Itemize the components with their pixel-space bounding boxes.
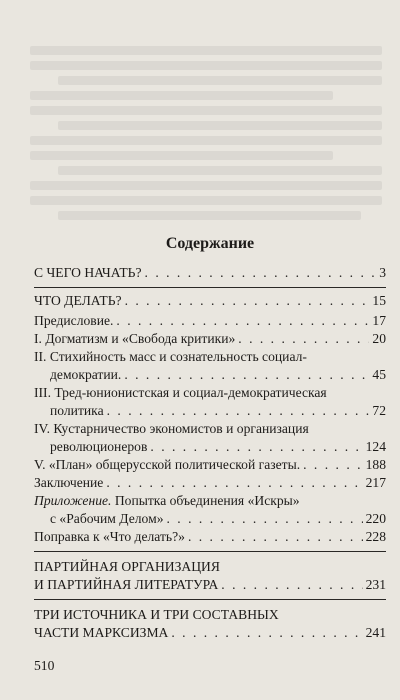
book-page [34, 0, 386, 700]
toc-entry: Заключение . . . 217 [34, 474, 386, 491]
toc-entry-first-line: IV. Кустарничество экономистов и организация [34, 421, 309, 436]
toc-entry: революционеров . . . 124 [34, 438, 386, 455]
toc-entry: С ЧЕГО НАЧАТЬ? . . . 3 [34, 264, 386, 281]
section-rule [34, 599, 386, 600]
toc-entry-first-line: Приложение. Попытка объединения «Искры» [34, 493, 300, 508]
toc-entry: ЧТО ДЕЛАТЬ? . . . 15 [34, 292, 386, 309]
toc-entry: с «Рабочим Делом» . . . 220 [34, 510, 386, 527]
toc-entry-first-line: ТРИ ИСТОЧНИКА И ТРИ СОСТАВНЫХ [34, 607, 279, 622]
page-number: 510 [34, 658, 55, 673]
toc-entry-first-line: ПАРТИЙНАЯ ОРГАНИЗАЦИЯ [34, 559, 220, 574]
section-rule [34, 287, 386, 288]
toc-entry-first-line: II. Стихийность масс и сознательность социал- [34, 349, 307, 364]
toc-entry: политика . . . 72 [34, 402, 386, 419]
toc-entry: Поправка к «Что делать?» . . . 228 [34, 528, 386, 545]
toc-entry: ЧАСТИ МАРКСИЗМА . . . 241 [34, 624, 386, 641]
contents-heading: Содержание [165, 235, 255, 252]
toc-entry: I. Догматизм и «Свобода критики» . . . 20 [34, 330, 386, 347]
toc-entry: И ПАРТИЙНАЯ ЛИТЕРАТУРА . . . 231 [34, 576, 386, 593]
toc-entry: демократии. . . . 45 [34, 366, 386, 383]
toc-entry: V. «План» общерусской политической газеты. . . . 188 [34, 456, 386, 473]
section-rule [34, 551, 386, 552]
toc-entry: Предисловие. . . . 17 [34, 312, 386, 329]
toc-entry-first-line: III. Тред-юнионистская и социал-демократическая [34, 385, 327, 400]
